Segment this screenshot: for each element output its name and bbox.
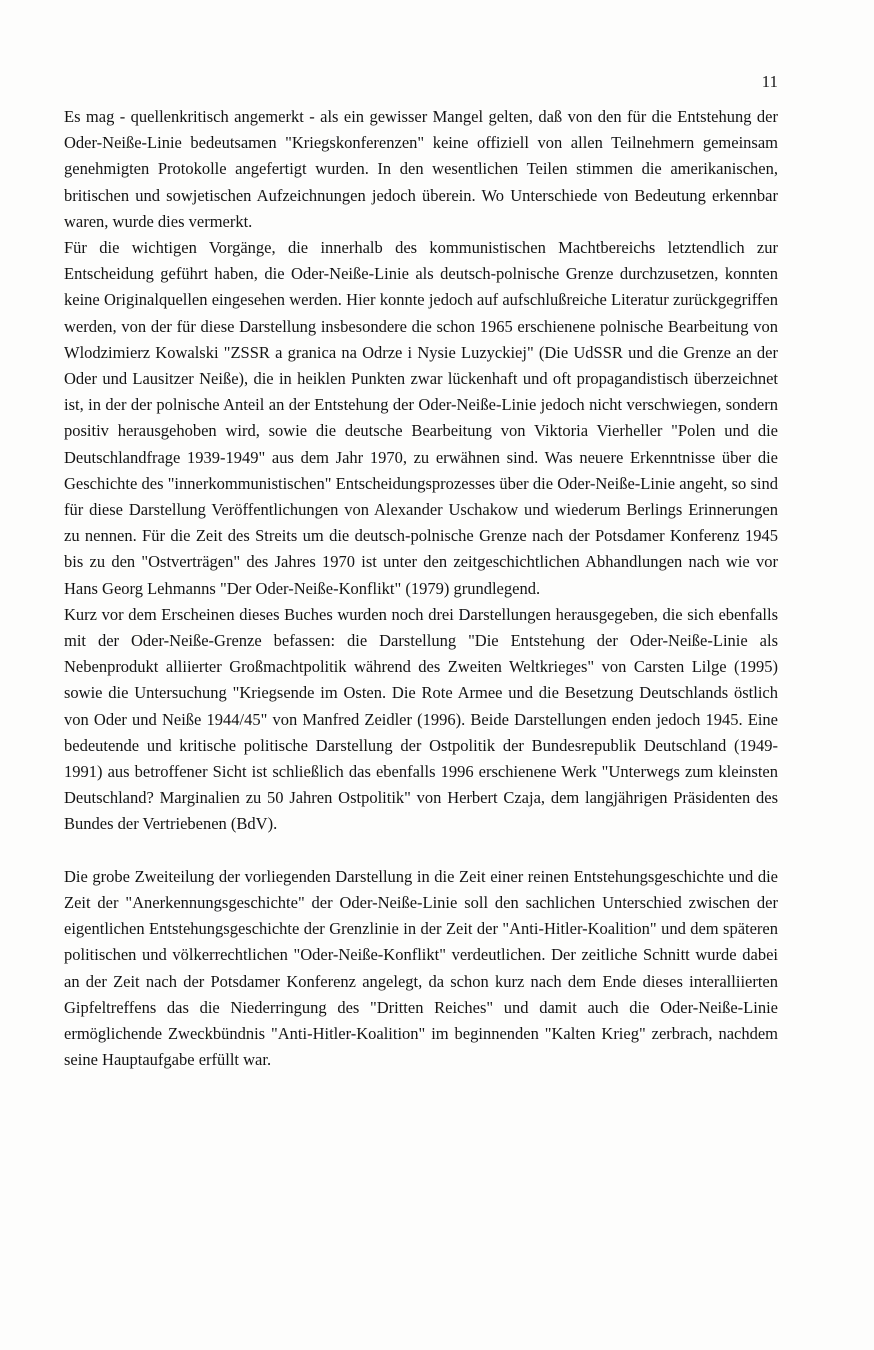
paragraph-structure: Die grobe Zweiteilung der vorliegenden Darstellung in die Zeit einer reinen Entstehungsgeschichte und die Zeit der "Anerkennungsgeschichte" der Oder-Neiße-Linie soll den sachlichen Unterschied zwischen der eigentlichen Entstehungsgeschichte der Grenzlinie in der Zeit der "Anti-Hitler-Koalition" und dem späteren politischen und völkerrechtlichen "Oder-Neiße-Konflikt" verdeutlichen. Der zeitliche Schnitt wurde dabei an der Zeit nach der Potsdamer Konferenz angelegt, da schon kurz nach dem Ende dieses interalliierten Gipfeltreffens das die Niederringung des "Dritten Reiches" und damit auch die Oder-Neiße-Linie ermöglichende Zweckbündnis "Anti-Hitler-Koalition" im beginnenden "Kalten Krieg" zerbrach, nachdem seine Hauptaufgabe erfüllt war. — [64, 866, 778, 1070]
page-number: 11 — [761, 72, 778, 91]
paragraph-recent-publications: Kurz vor dem Erscheinen dieses Buches wurden noch drei Darstellungen herausgegeben, die sich ebenfalls mit der Oder-Neiße-Grenze befassen: die Darstellung "Die Entstehung der Oder-Neiße-Linie als Nebenprodukt alliierter Großmachtpolitik während des Zweiten Weltkrieges" von Carsten Lilge (1995) sowie die Untersuchung "Kriegsende im Osten. Die Rote Armee und die Besetzung Deutschlands östlich von Oder und Neiße 1944/45" von Manfred Zeidler (1996). Beide Darstellungen enden jedoch 1945. Eine bedeutende und kritische politische Darstellung der Ostpolitik der Bundesrepublik Deutschland (1949-1991) aus betroffener Sicht ist schließlich das ebenfalls 1996 erschienene Werk "Unterwegs zum kleinsten Deutschland? Marginalien zu 50 Jahren Ostpolitik" von Herbert Czaja, dem langjährigen Präsidenten des Bundes der Vertriebenen (BdV). — [64, 604, 778, 834]
body-text — [64, 104, 778, 1073]
paragraph-communist-literature: Für die wichtigen Vorgänge, die innerhalb des kommunistischen Machtbereichs letztendlich zur Entscheidung geführt haben, die Oder-Neiße-Linie als deutsch-polnische Grenze durchzusetzen, konnten keine Originalquellen eingesehen werden. Hier konnte jedoch auf aufschlußreiche Literatur zurückgegriffen werden, von der für diese Darstellung insbesondere die schon 1965 erschienene polnische Bearbeitung von Wlodzimierz Kowalski "ZSSR a granica na Odrze i Nysie Luzyckiej" (Die UdSSR und die Grenze an der Oder und Lausitzer Neiße), die in heiklen Punkten zwar lückenhaft und oft propagandistisch überzeichnet ist, in der der polnische Anteil an der Entstehung der Oder-Neiße-Linie jedoch nicht verschwiegen, sondern positiv herausgehoben wird, sowie die deutsche Bearbeitung von Viktoria Vierheller "Polen und die Deutschlandfrage 1939-1949" aus dem Jahr 1970, zu erwähnen sind. Was neuere Erkenntnisse über die Geschichte des "innerkommunistischen" Entscheidungsprozesses über die Oder-Neiße-Linie angeht, so sind für diese Darstellung Veröffentlichungen von Alexander Uschakow und wiederum Berlings Erinnerungen zu nennen. Für die Zeit des Streits um die deutsch-polnische Grenze nach der Potsdamer Konferenz 1945 bis zu den "Ostverträgen" des Jahres 1970 ist unter den zeitgeschichtlichen Abhandlungen nach wie vor Hans Georg Lehmanns "Der Oder-Neiße-Konflikt" (1979) grundlegend. — [64, 238, 778, 598]
paragraph-sources-protocols: Es mag - quellenkritisch angemerkt - als ein gewisser Mangel gelten, daß von den für die Entstehung der Oder-Neiße-Linie bedeutsamen "Kriegskonferenzen" keine offiziell von allen Teilnehmern gemeinsam genehmigten Protokolle angefertigt wurden. In den wesentlichen Teilen stimmen die amerikanischen, britischen und sowjetischen Aufzeichnungen jedoch überein. Wo Unterschiede von Bedeutung erkennbar waren, wurde dies vermerkt. — [64, 107, 778, 231]
